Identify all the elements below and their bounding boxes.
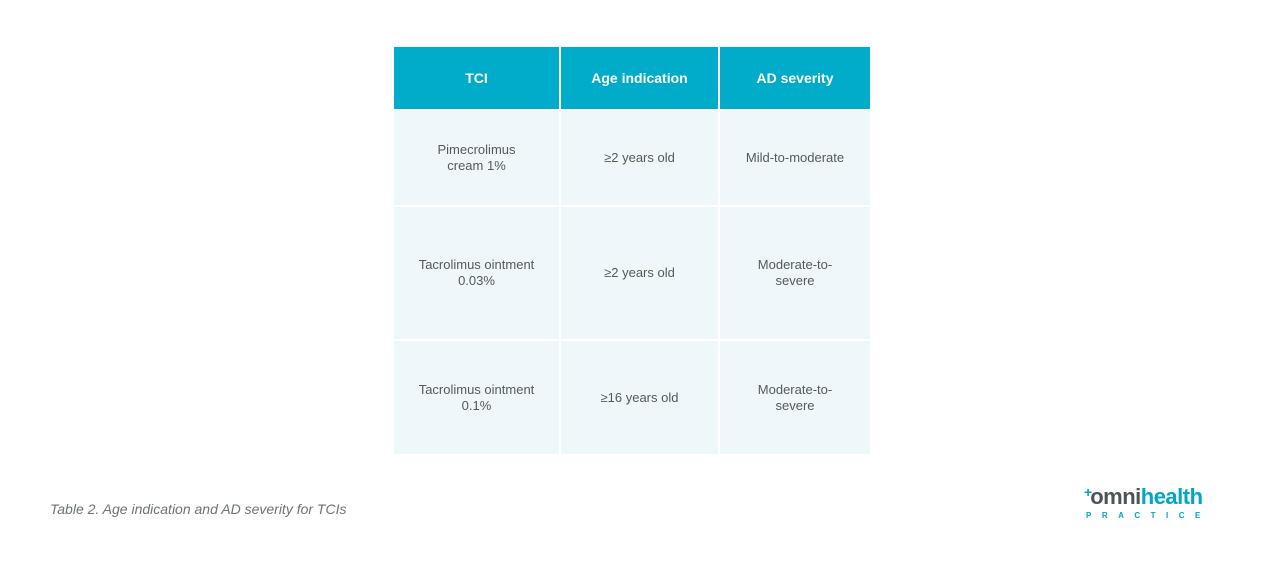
header-tci: TCI — [394, 47, 560, 110]
cell-tci: Pimecrolimus cream 1% — [394, 110, 560, 206]
logo-omni-text: omni — [1090, 484, 1141, 509]
table-header-row — [394, 47, 870, 110]
omnihealth-logo — [1084, 485, 1224, 525]
plus-cross-icon: + — [1084, 484, 1093, 500]
logo-health-text: health — [1140, 484, 1203, 509]
cell-tci: Tacrolimus ointment 0.03% — [394, 206, 560, 340]
table-caption: Table 2. Age indication and AD severity for TCIs — [50, 501, 347, 517]
cell-ad-severity: Moderate-to-severe — [719, 340, 870, 454]
cell-tci: Tacrolimus ointment 0.1% — [394, 340, 560, 454]
tci-table — [394, 47, 870, 454]
cell-age-indication: ≥2 years old — [560, 110, 719, 206]
table-row — [394, 206, 870, 340]
cell-ad-severity: Moderate-to-severe — [719, 206, 870, 340]
logo-practice-text: PRACTICE — [1086, 511, 1211, 520]
table-row — [394, 340, 870, 454]
tci-table-container — [394, 47, 870, 454]
header-age-indication: Age indication — [560, 47, 719, 110]
cell-age-indication: ≥2 years old — [560, 206, 719, 340]
cell-ad-severity: Mild-to-moderate — [719, 110, 870, 206]
header-ad-severity: AD severity — [719, 47, 870, 110]
table-row — [394, 110, 870, 206]
cell-age-indication: ≥16 years old — [560, 340, 719, 454]
